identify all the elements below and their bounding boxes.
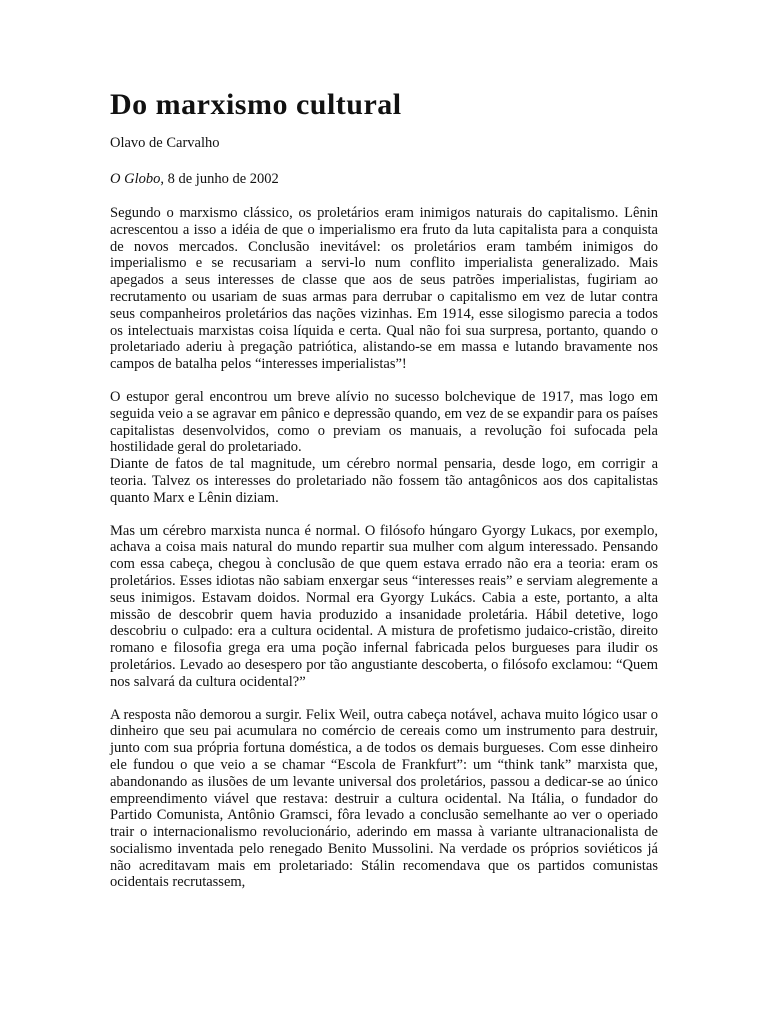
- paragraph: O estupor geral encontrou um breve alívio no sucesso bolchevique de 1917, mas logo em seguida veio a se agravar em pânico e depressão quando, em vez de se expandir para os países capitalistas desenvolvidos, como o previam os manuais, a revolução foi sufocada pela hostilidade geral do proletariado.: [110, 388, 658, 456]
- paragraph: Diante de fatos de tal magnitude, um cérebro normal pensaria, desde logo, em corrigir a teoria. Talvez os interesses do proletariado não fossem tão antagônicos aos dos capitalistas quanto Marx e Lênin diziam.: [110, 456, 658, 506]
- paragraph: Segundo o marxismo clássico, os proletários eram inimigos naturais do capitalismo. Lênin acrescentou a isso a idéia de que o imperialismo era fruto da luta capitalista para a conquista de novos mercados. Conclusão inevitável: os proletários eram também inimigos do imperialismo e se recusariam a servi-lo num conflito imperialista generalizado. Mais apegados a seus interesses de classe que aos de seus patrões imperialistas, fugiriam ao recrutamento ou usariam de suas armas para derrubar o capitalismo em vez de lutar contra seus companheiros proletários das nações vizinhas. Em 1914, esse silogismo parecia a todos os intelectuais marxistas coisa líquida e certa. Qual não foi sua surpresa, portanto, quando o proletariado aderiu à pregação patriótica, alistando-se em massa e lutando bravamente nos campos de batalha pelos “interesses imperialistas”!: [110, 205, 658, 373]
- article-source: [110, 170, 658, 188]
- article-author: Olavo de Carvalho: [110, 135, 220, 151]
- publication-date: , 8 de junho de 2002: [160, 171, 279, 187]
- paragraph: A resposta não demorou a surgir. Felix Weil, outra cabeça notável, achava muito lógico usar o dinheiro que seu pai acumulara no comércio de cereais como um instrumento para destruir, junto com sua própria fortuna doméstica, a de todos os demais burgueses. Com esse dinheiro ele fundou o que veio a se chamar “Escola de Frankfurt”: um “think tank” marxista que, abandonando as ilusões de um levante universal dos proletários, passou a dedicar-se ao único empreendimento viável que restava: destruir a cultura ocidental. Na Itália, o fundador do Partido Comunista, Antônio Gramsci, fôra levado a conclusão semelhante ao ver o operiado trair o internacionalismo revolucionário, aderindo em massa à variante ultranacionalista de socialismo inventada pelo renegado Benito Mussolini. Na verdade os próprios soviéticos já não acreditavam mais em proletariado: Stálin recomendava que os partidos comunistas ocidentais recrutassem,: [110, 706, 658, 891]
- article-title: Do marxismo cultural: [110, 88, 402, 121]
- publication-name: O Globo: [110, 171, 161, 187]
- paragraph: Mas um cérebro marxista nunca é normal. O filósofo húngaro Gyorgy Lukacs, por exemplo, achava a coisa mais natural do mundo repartir sua mulher com algum interessado. Pensando com essa cabeça, chegou à conclusão de que quem estava errado não era a teoria: eram os proletários. Esses idiotas não sabiam enxergar seus “interesses reais” e serviam alegremente a seus inimigos. Estavam doidos. Normal era Gyorgy Lukács. Cabia a este, portanto, a alta missão de descobrir quem havia produzido a insanidade proletária. Hábil detetive, logo descobriu o culpado: era a cultura ocidental. A mistura de profetismo judaico-cristão, direito romano e filosofia grega era uma poção infernal fabricada pelos burgueses para iludir os proletários. Levado ao desespero por tão angustiante descoberta, o filósofo exclamou: “Quem nos salvará da cultura ocidental?”: [110, 522, 658, 690]
